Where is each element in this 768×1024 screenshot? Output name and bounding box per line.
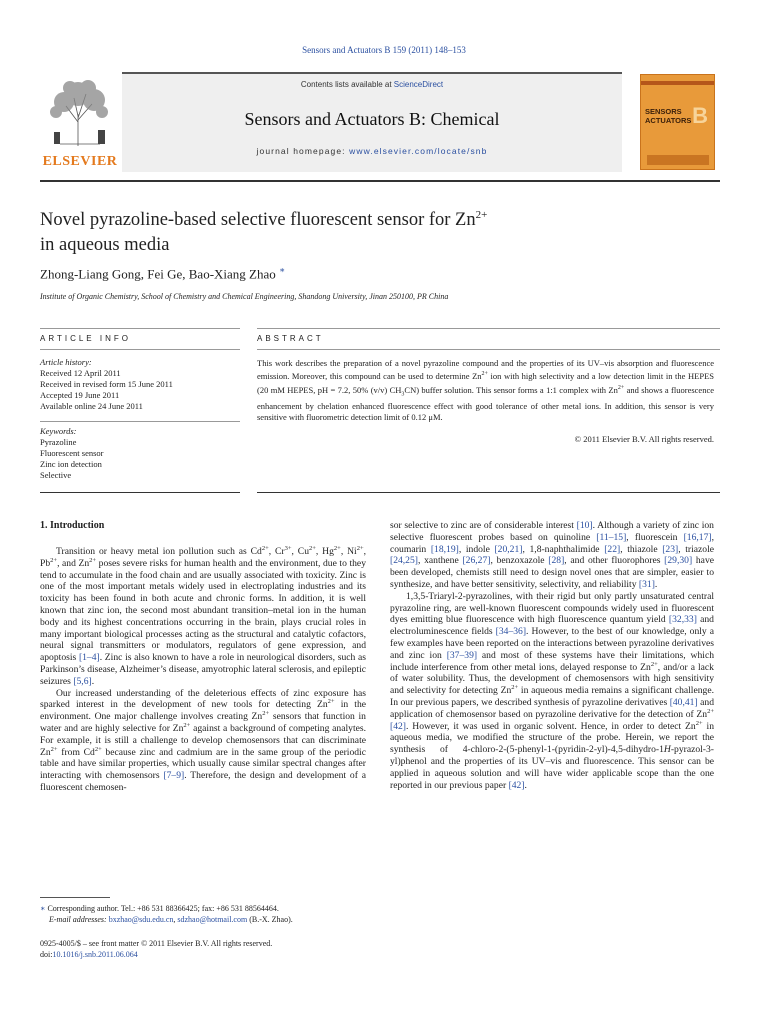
citation-link[interactable]: [40,41] — [669, 696, 698, 708]
citation-link[interactable]: [23] — [662, 543, 679, 555]
keyword-item: Fluorescent sensor — [40, 448, 104, 458]
cover-title-line2: ACTUATORS — [645, 116, 692, 125]
article-info-divider — [40, 328, 240, 329]
history-label: Article history: — [40, 357, 92, 367]
corresponding-text: Corresponding author. Tel.: +86 531 88366425; fax: +86 531 88564464. — [47, 904, 279, 913]
doi-link[interactable]: 10.1016/j.snb.2011.06.064 — [52, 950, 138, 959]
article-info-subdivider — [40, 349, 240, 350]
citation-link[interactable]: [1–4] — [78, 652, 100, 664]
footnote — [40, 903, 380, 925]
article-info-heading: ARTICLE INFO — [40, 334, 131, 343]
corresponding-author-mark[interactable]: ∗ — [279, 265, 286, 275]
title-line2: in aqueous media — [40, 235, 170, 255]
abstract-heading: ABSTRACT — [257, 334, 324, 343]
citation-link[interactable]: [16,17] — [683, 531, 712, 543]
intro-column-left — [40, 546, 366, 794]
history-accepted: Accepted 19 June 2011 — [40, 390, 120, 400]
cover-strip — [641, 81, 714, 85]
elsevier-tree-icon — [40, 76, 120, 150]
citation-link[interactable]: [18,19] — [430, 543, 459, 555]
email-link[interactable]: sdzhao@hotmail.com — [177, 915, 248, 924]
email-suffix: (B.-X. Zhao). — [249, 915, 293, 924]
cover-title-line1: SENSORS — [645, 107, 682, 116]
footnote-rule — [40, 897, 110, 898]
citation-link[interactable]: [5,6] — [73, 675, 92, 687]
abstract-text: This work describes the preparation of a novel pyrazoline compound and the properties of its UV–vis absorption and fluorescence emission. Moreover, this compound can be used to determine $Zn^{2+}$ ion with high selectivity and a low detection limit in the HEPES (20 mM HEPES, pH = 7.2, 50% (v/v) $CH_3CN$) buffer solution. This sensor forms a 1:1 complex with $Zn^{2+}$ and shows a fluorescence enhancement by chelation enhanced fluorescence effect with good tolerance of other metal ions. In addition, this sensor is very sensitive with fluorometric detection limit of 0.12 μM. — [257, 358, 714, 422]
citation-link[interactable]: [42] — [508, 779, 525, 791]
cover-letter: B — [692, 103, 708, 128]
issn-line: 0925-4005/$ – see front matter © 2011 Elsevier B.V. All rights reserved. — [40, 939, 273, 948]
info-bottom-rule — [40, 492, 240, 493]
citation-link[interactable]: [37–39] — [446, 649, 478, 661]
homepage-url-link[interactable]: www.elsevier.com/locate/snb — [349, 146, 488, 156]
publication-info — [40, 938, 272, 960]
keyword-item: Zinc ion detection — [40, 459, 102, 469]
contents-prefix: Contents lists available at — [300, 80, 394, 89]
elsevier-logo[interactable] — [40, 76, 120, 170]
citation-link[interactable]: [7–9] — [163, 770, 185, 782]
abstract-subdivider — [257, 349, 720, 350]
keywords-divider — [40, 421, 240, 422]
header-divider — [40, 180, 720, 182]
citation-link[interactable]: [22] — [604, 543, 621, 555]
author-list — [40, 265, 285, 282]
history-revised: Received in revised form 15 June 2011 — [40, 379, 173, 389]
section-heading-introduction: 1. Introduction — [40, 520, 105, 531]
author-names: Zhong-Liang Gong, Fei Ge, Bao-Xiang Zhao — [40, 266, 276, 282]
doi-line — [40, 949, 272, 960]
title-line1: Novel pyrazoline-based selective fluorescent sensor for Zn — [40, 210, 476, 230]
abstract-copyright: © 2011 Elsevier B.V. All rights reserved. — [574, 434, 714, 444]
citation-link[interactable]: [29,30] — [664, 555, 693, 567]
email-label: E-mail addresses: — [49, 915, 107, 924]
history-received: Received 12 April 2011 — [40, 368, 121, 378]
abstract-bottom-rule — [257, 492, 720, 493]
citation-link[interactable]: [28] — [548, 555, 565, 567]
journal-masthead — [40, 72, 720, 174]
intro-paragraph: Our increased understanding of the deleterious effects of zinc exposure has sparked interest in the development of new tools for detecting $Zn^{2+}$ in the environment. One major challenge involves creating $Zn^{2+}$ sensors that function in water and are highly selective for $Zn^{2+}$ against a background of competing analytes. For example, it is still a challenge to develop chemosensors that can discriminate $Zn^{2+}$ from $Cd^{2+}$ because zinc and cadmium are in the same group of the periodic table and have similar properties, which usually cause similar spectral changes after interacting with chemosensors [7–9]. Therefore, the design and development of a fluorescent chemosen- — [40, 687, 367, 793]
contents-available — [122, 80, 622, 89]
citation-link[interactable]: [32,33] — [668, 614, 697, 626]
affiliation: Institute of Organic Chemistry, School of Chemistry and Chemical Engineering, Shandong University, Jinan 250100, PR China — [40, 292, 449, 301]
keyword-item: Pyrazoline — [40, 437, 77, 447]
intro-column-right — [390, 520, 714, 791]
citation-link[interactable]: [20,21] — [494, 543, 523, 555]
homepage-prefix: journal homepage: — [256, 146, 350, 156]
intro-paragraph: Transition or heavy metal ion pollution such as $Cd^{2+}$, $Cr^{3+}$, $Cu^{2+}$, $Hg^{2+}$, $Ni^{2+}$, $Pb^{2+}$, and $Zn^{2+}$ poses severe risks for human health and the environment, due to they tend to accumulate in the food chain and are usually associated with toxicity. Zinc is one of the most important metals widely used in electroplating industries and its toxicity has been found in both acute and chronic forms. In addition, it is well known that zinc ion, the second most abundant transition–metal ion in the human body and its highest concentrations occurring in the brain, plays crucial roles in many important biological processes acting as the structural and catalytic cofactors, neural signal transmitters or modulators, regulators of gene expression, and apoptosis [1–4]. Zinc is also known to have a role in neurological disorders, such as Parkinson’s disease, Alzheimer’s disease, amyotrophic lateral sclerosis, and epileptic seizures [5,6]. — [40, 544, 367, 687]
abstract-divider — [257, 328, 720, 329]
keyword-item: Selective — [40, 470, 72, 480]
journal-cover-image[interactable] — [640, 74, 715, 170]
citation-link[interactable]: [34–36] — [495, 626, 527, 638]
doi-label: doi: — [40, 950, 53, 959]
history-online: Available online 24 June 2011 — [40, 401, 143, 411]
title-superscript: 2+ — [475, 208, 488, 221]
journal-homepage — [122, 146, 622, 156]
journal-name: Sensors and Actuators B: Chemical — [244, 109, 500, 129]
sciencedirect-link[interactable]: ScienceDirect — [393, 80, 444, 89]
keywords-label: Keywords: — [40, 426, 77, 436]
cover-title — [645, 107, 691, 125]
journal-banner — [122, 72, 622, 172]
corresponding-footnote — [40, 903, 380, 914]
email-link[interactable]: bxzhao@sdu.edu.cn — [108, 915, 174, 924]
intro-paragraph: sor selective to zinc are of considerable interest [10]. Although a variety of zinc ion selective fluorescent probes based on quinoline [11–15], fluorescein [16,17], coumarin [18,19], indole [20,21], 1,8-naphthalimide [22], thiazole [23], triazole [24,25], xanthene [26,27], benzoxazole [28], and other fluorophores [29,30] have been developed, chemists still need to design novel ones that are simpler, easier to synthesize, and have better sensitivity, selectivity, and reliability [31]. — [390, 520, 714, 590]
journal-citation[interactable]: Sensors and Actuators B 159 (2011) 148–153 — [302, 45, 466, 55]
email-footnote: E-mail addresses: bxzhao@sdu.edu.cn, sdzhao@hotmail.com (B.-X. Zhao). — [49, 915, 293, 924]
footnote-mark: ∗ — [40, 904, 46, 913]
article-title — [40, 208, 720, 258]
citation-link[interactable]: [31] — [638, 578, 655, 590]
elsevier-wordmark: ELSEVIER — [42, 154, 118, 169]
citation-link[interactable]: [10] — [576, 520, 593, 531]
intro-paragraph: 1,3,5-Triaryl-2-pyrazolines, with their rigid but only partly unsaturated central pyrazoline ring, are well-known fluorescent compounds widely used in fluorescent dyes emitting blue fluorescence with high fluorescence quantum yield [32,33] and electroluminescence fields [34–36]. However, to the best of our knowledge, only a few examples have been reported on the interactions between pyrazoline derivatives and zinc ion [37–39] and most of these systems have their limitations, which include interference from other metal ions, delayed response to $Zn^{2+}$, and/or a lack of water solubility. Thus, the development of chemosensors with high sensitivity and selectivity for detecting $Zn^{2+}$ in aqueous media remains a significant challenge. In our previous papers, we described synthesis of pyrazoline derivatives [40,41] and application of chemosensor based on pyrazoline derivative for the detection of $Zn^{2+}$ [42]. However, it was used in organic solvent. Hence, in order to detect $Zn^{2+}$ in aqueous media, we modified the structure of the probe. Herein, we report the synthesis of 4-chloro-2-(5-phenyl-1-(pyridin-2-yl)-4,5-dihydro-1H-pyrazol-3-yl)phenol and the properties of its UV–vis and fluorescence. This sensor can be applied in aqueous solution and will have wider applicable scope than the one reported in our previous paper [42]. — [390, 590, 714, 791]
citation-link[interactable]: [26,27] — [462, 555, 491, 567]
article-info — [40, 357, 240, 481]
cover-bottom-band — [647, 155, 709, 165]
citation-link[interactable]: [11–15] — [596, 531, 627, 543]
citation-link[interactable]: [42] — [390, 720, 406, 732]
citation-link[interactable]: [24,25] — [390, 555, 418, 567]
